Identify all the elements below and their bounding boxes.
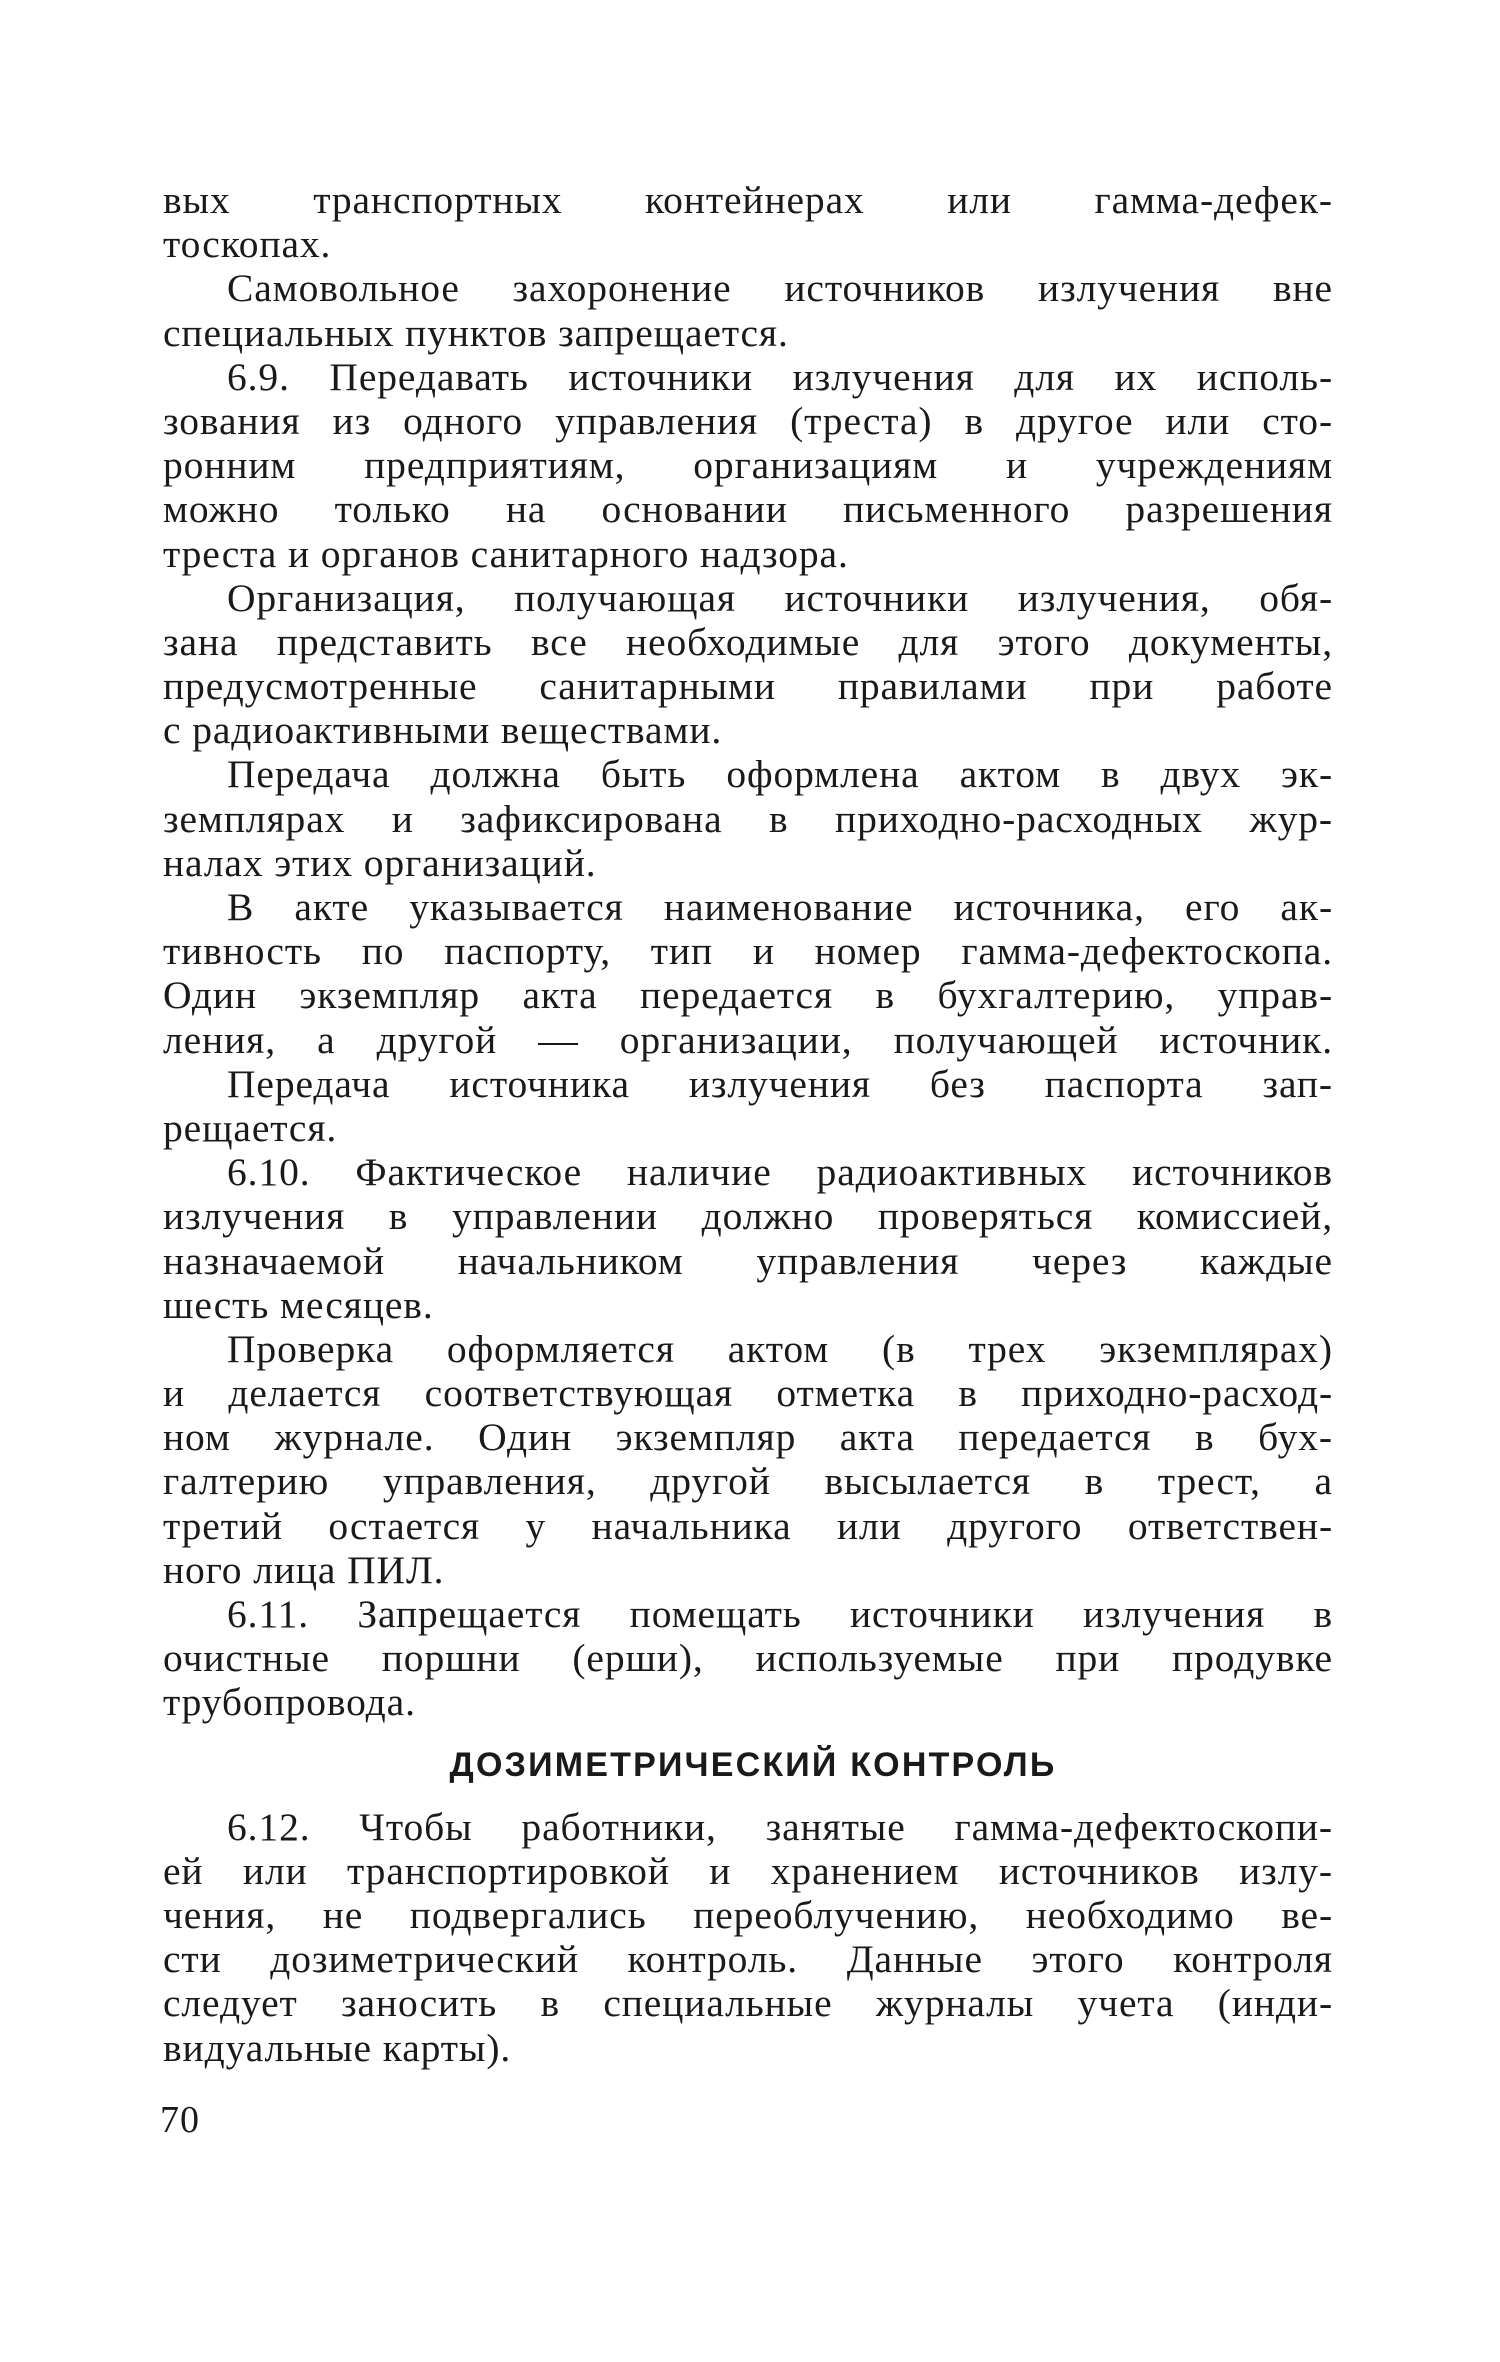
- text-line: 6.10. Фактическое наличие радиоактивных источников: [227, 1150, 1333, 1195]
- text-line: трубопровода.: [163, 1680, 416, 1725]
- text-line: 6.12. Чтобы работники, занятые гамма-дефектоскопи-: [227, 1804, 1333, 1849]
- text-line: треста и органов санитарного надзора.: [163, 531, 849, 576]
- text-line: Передача должна быть оформлена актом в двух эк-: [227, 752, 1333, 797]
- section-heading: ДОЗИМЕТРИЧЕСКИЙ КОНТРОЛЬ: [449, 1745, 1057, 1784]
- page-number: 70: [160, 2099, 200, 2141]
- text-line: видуальные карты).: [163, 2025, 512, 2070]
- text-line: зования из одного управления (треста) в другое или сто-: [163, 398, 1333, 443]
- text-line: 6.9. Передавать источники излучения для их исполь-: [227, 354, 1333, 399]
- text-line: можно только на основании письменного разрешения: [163, 487, 1333, 532]
- text-line: назначаемой начальником управления через каждые: [163, 1238, 1333, 1283]
- text-line: с радиоактивными веществами.: [163, 708, 723, 753]
- text-line: следует заносить в специальные журналы учета (инди-: [163, 1981, 1333, 2026]
- text-line: зана представить все необходимые для этого документы,: [163, 619, 1333, 664]
- text-line: излучения в управлении должно проверяться комиссией,: [163, 1194, 1333, 1239]
- text-line: третий остается у начальника или другого ответствен-: [163, 1503, 1333, 1548]
- text-line: галтерию управления, другой высылается в трест, а: [163, 1459, 1333, 1504]
- text-line: сти дозиметрический контроль. Данные этого контроля: [163, 1937, 1333, 1982]
- text-line: вых транспортных контейнерах или гамма-дефек-: [163, 178, 1333, 222]
- text-line: налах этих организаций.: [163, 840, 597, 885]
- text-line: рещается.: [163, 1105, 338, 1150]
- text-line: Один экземпляр акта передается в бухгалтерию, управ-: [163, 973, 1333, 1018]
- text-line: Проверка оформляется актом (в трех экземплярах): [227, 1326, 1333, 1371]
- text-line: ном журнале. Один экземпляр акта передается в бух-: [163, 1415, 1333, 1460]
- text-line: чения, не подвергались переоблучению, необходимо ве-: [163, 1892, 1333, 1937]
- text-line: очистные поршни (ерши), используемые при продувке: [163, 1636, 1333, 1681]
- text-line: ронним предприятиям, организациям и учреждениям: [163, 443, 1333, 488]
- page-body: [163, 178, 1333, 2070]
- text-line: шесть месяцев.: [163, 1282, 434, 1327]
- text-line: В акте указывается наименование источника, его ак-: [227, 885, 1333, 929]
- text-line: 6.11. Запрещается помещать источники излучения в: [227, 1592, 1333, 1636]
- text-line: Самовольное захоронение источников излучения вне: [227, 266, 1333, 311]
- text-line: тивность по паспорту, тип и номер гамма-дефектоскопа.: [163, 929, 1333, 974]
- text-line: тоскопах.: [163, 222, 332, 267]
- text-line: Организация, получающая источники излучения, обя-: [227, 575, 1333, 620]
- text-line: земплярах и зафиксирована в приходно-расходных жур-: [163, 796, 1333, 841]
- text-line: Передача источника излучения без паспорта зап-: [227, 1061, 1333, 1106]
- text-line: предусмотренные санитарными правилами при работе: [163, 664, 1333, 709]
- text-line: ного лица ПИЛ.: [163, 1547, 445, 1592]
- text-line: специальных пунктов запрещается.: [163, 310, 789, 355]
- text-line: ей или транспортировкой и хранением источников излу-: [163, 1848, 1333, 1893]
- text-line: и делается соответствующая отметка в приходно-расход-: [163, 1371, 1333, 1416]
- text-line: ления, а другой — организации, получающей источник.: [163, 1017, 1333, 1062]
